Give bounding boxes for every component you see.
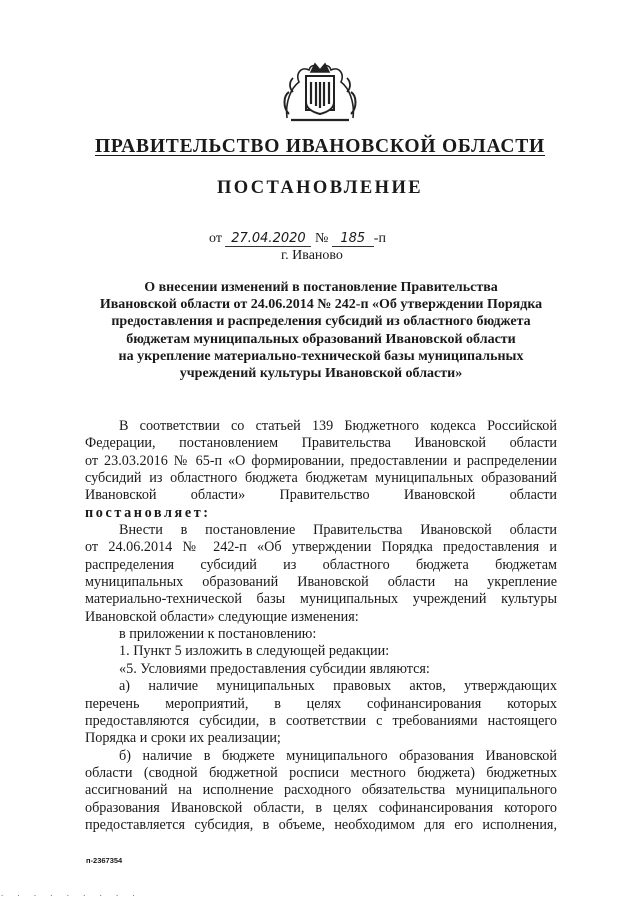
body-line: предоставляются субсидии, в соответствии с требованиями настоящего [85, 712, 557, 729]
body-line: ассигнований на исполнение расходного обязательства муниципального [85, 782, 557, 799]
date-number-line [209, 231, 386, 247]
postanovlyaet: постановляет: [85, 504, 211, 521]
document-code: п-2367354 [86, 856, 123, 865]
body-line: Ивановской области» Правительство Ивановской области [85, 487, 557, 504]
document-type: ПОСТАНОВЛЕНИЕ [216, 178, 423, 198]
document-body [85, 418, 557, 834]
body-line: области (сводной бюджетной росписи местного бюджета) бюджетных [85, 764, 557, 781]
subject-line: на укрепление материально-технической базы муниципальных [118, 348, 524, 364]
number-prefix: № [314, 231, 329, 246]
subject-line: предоставления и распределения субсидий из областного бюджета [111, 314, 531, 330]
body-line: материально-технической базы муниципальных учреждений культуры [85, 591, 557, 608]
body-line: перечень мероприятий, в целях софинансирования которых [85, 695, 557, 712]
subject-line: Ивановской области от 24.06.2014 № 242-п «Об утверждении Порядка [99, 297, 543, 313]
body-line: муниципальных образований Ивановской области на укрепление [85, 574, 557, 591]
document-subject [84, 279, 558, 382]
government-title: ПРАВИТЕЛЬСТВО ИВАНОВСКОЙ ОБЛАСТИ [94, 136, 546, 157]
body-line: образования Ивановской области, в целях софинансирования которого [85, 799, 557, 816]
body-line: предоставляется субсидия, в объеме, необходимом для его исполнения, [85, 816, 557, 833]
body-line: «5. Условиями предоставления субсидии являются: [119, 660, 430, 677]
body-line: В соответствии со статьей 139 Бюджетного кодекса Российской [119, 418, 557, 434]
body-line: распределения субсидий из областного бюджета бюджетам [85, 556, 557, 573]
body-line: 1. Пункт 5 изложить в следующей редакции: [119, 643, 390, 660]
subject-line: бюджетам муниципальных образований Ивановской области [126, 331, 516, 347]
body-line: Ивановской области» следующие изменения: [85, 608, 359, 625]
body-line: Внести в постановление Правительства Ивановской области [119, 522, 557, 539]
scan-marks: . . . . . . . . . [0, 890, 140, 898]
body-line: субсидий из областного бюджета бюджетам муниципальных образований [85, 470, 557, 487]
document-date: 27.04.2020 [225, 232, 311, 247]
body-line: Федерации, постановлением Правительства Ивановской области [85, 435, 557, 452]
body-line: в приложении к постановлению: [119, 626, 317, 643]
body-line: от 24.06.2014 № 242-п «Об утверждении Порядка предоставления и [85, 539, 557, 556]
body-line: от 23.03.2016 № 65-п «О формировании, предоставлении и распределении [85, 452, 557, 469]
body-line: а) наличие муниципальных правовых актов, утверждающих [119, 678, 557, 695]
coat-of-arms-icon [281, 58, 359, 126]
city: г. Иваново [281, 248, 343, 263]
subject-line: О внесении изменений в постановление Правительства [144, 280, 498, 295]
body-line: Порядка и сроки их реализации; [85, 730, 281, 747]
subject-line: учреждений культуры Ивановской области» [179, 366, 463, 382]
date-prefix: от [209, 231, 222, 246]
document-number: 185 [332, 232, 374, 247]
number-suffix: -п [373, 231, 386, 246]
body-line: б) наличие в бюджете муниципального образования Ивановской [119, 747, 557, 764]
